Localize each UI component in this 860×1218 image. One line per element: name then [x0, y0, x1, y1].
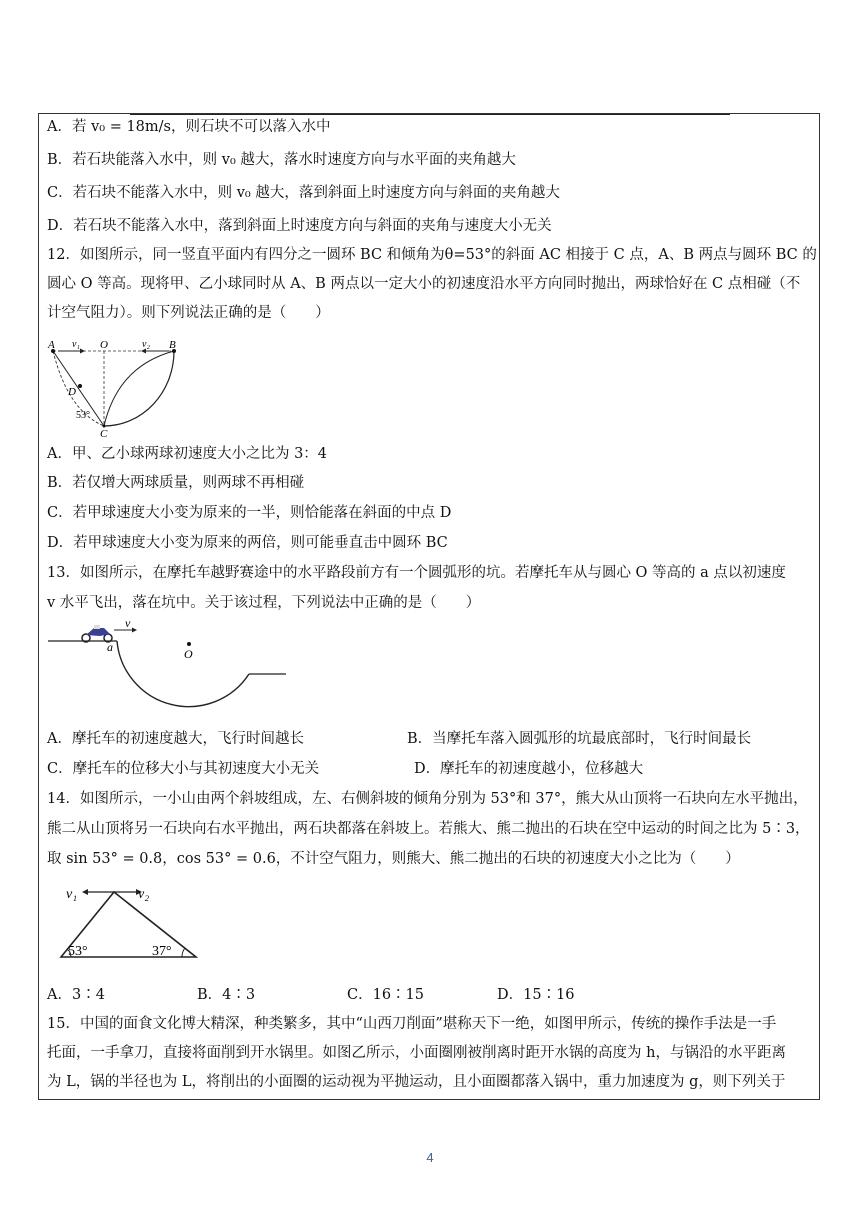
q11-option-c: C．若石块不能落入水中，则 v₀ 越大，落到斜面上时速度方向与斜面的夹角越大 [47, 185, 560, 201]
q12-figure [44, 336, 189, 438]
q14-stem-line1: 14．如图所示，一小山由两个斜坡组成，左、右侧斜坡的倾角分别为 53°和 37°，熊大从山顶将一石块向左水平抛出， [47, 791, 808, 807]
q14-label-37: 37° [152, 944, 172, 959]
q13-figure [44, 618, 289, 718]
q11-option-a: A．若 v₀ = 18m/s，则石块不可以落入水中 [47, 119, 331, 135]
page-number: 4 [426, 1150, 434, 1165]
q14-option-d: D．15∶16 [497, 987, 575, 1003]
q12-label-v2: v₂ [142, 339, 150, 350]
q12-stem-line2: 圆心 O 等高。现将甲、乙小球同时从 A、B 两点以一定大小的初速度沿水平方向同时抛出，两球恰好在 C 点相碰（不 [47, 276, 801, 292]
q12-stem-line1: 12．如图所示，同一竖直平面内有四分之一圆环 BC 和倾角为θ=53°的斜面 AC 相接于 C 点，A、B 两点与圆环 BC 的 [47, 247, 817, 263]
q14-stem-line3: 取 sin 53° = 0.8，cos 53° = 0.6，不计空气阻力，则熊大、熊二抛出的石块的初速度大小之比为（ ） [47, 851, 740, 867]
q12-stem-line3: 计空气阻力）。则下列说法正确的是（ ） [47, 305, 330, 321]
q13-option-c: C．摩托车的位移大小与其初速度大小无关 [47, 761, 320, 777]
q11-option-d: D．若石块不能落入水中，落到斜面上时速度方向与斜面的夹角与速度大小无关 [47, 218, 552, 234]
q12-label-d: D [68, 386, 76, 398]
q13-label-v: v [125, 618, 131, 630]
q13-stem-line2: v 水平飞出，落在坑中。关于该过程，下列说法中正确的是（ ） [47, 595, 481, 611]
q15-stem-line1: 15．中国的面食文化博大精深，种类繁多，其中“山西刀削面”堪称天下一绝，如图甲所示，传统的操作手法是一手 [47, 1016, 777, 1032]
q12-option-a: A．甲、乙小球两球初速度大小之比为 3：4 [47, 446, 328, 462]
q14-figure [54, 880, 204, 962]
q12-label-v1: v₁ [72, 339, 80, 350]
q12-option-d: D．若甲球速度大小变为原来的两倍，则可能垂直击中圆环 BC [47, 535, 448, 551]
q12-label-a: A [48, 339, 55, 351]
q12-label-c: C [100, 428, 108, 438]
q11-option-b: B．若石块能落入水中，则 v₀ 越大，落水时速度方向与水平面的夹角越大 [47, 152, 516, 168]
q12-option-b: B．若仅增大两球质量，则两球不再相碰 [47, 475, 305, 491]
q12-label-angle: 53° [76, 410, 90, 421]
q13-stem-line1: 13．如图所示，在摩托车越野赛途中的水平路段前方有一个圆弧形的坑。若摩托车从与圆心 O 等高的 a 点以初速度 [47, 565, 786, 581]
q14-option-b: B．4∶3 [197, 987, 256, 1003]
q13-option-a: A．摩托车的初速度越大，飞行时间越长 [47, 731, 304, 747]
q14-stem-line2: 熊二从山顶将另一石块向右水平抛出，两石块都落在斜坡上。若熊大、熊二抛出的石块在空中运动的时间之比为 5∶3， [47, 821, 810, 837]
q13-option-d: D．摩托车的初速度越小，位移越大 [414, 761, 644, 777]
q13-label-a: a [107, 640, 113, 654]
q14-label-v1: v₁ [66, 887, 78, 902]
q13-label-o: O [184, 647, 193, 661]
q15-stem-line2: 托面，一手拿刀，直接将面削到开水锅里。如图乙所示，小面圈刚被削离时距开水锅的高度为 h，与锅沿的水平距离 [47, 1045, 786, 1061]
q14-label-v2: v₂ [138, 887, 150, 902]
q13-option-b: B．当摩托车落入圆弧形的坑最底部时，飞行时间最长 [407, 731, 752, 747]
q14-label-53: 53° [68, 944, 88, 959]
q15-stem-line3: 为 L，锅的半径也为 L，将削出的小面圈的运动视为平抛运动，且小面圈都落入锅中，重力加速度为 g，则下列关于 [47, 1074, 786, 1090]
q14-option-a: A．3∶4 [47, 987, 105, 1003]
q12-label-o: O [100, 339, 108, 351]
q12-option-c: C．若甲球速度大小变为原来的一半，则恰能落在斜面的中点 D [47, 505, 452, 521]
q14-option-c: C．16∶15 [347, 987, 424, 1003]
q12-label-b: B [169, 339, 176, 351]
